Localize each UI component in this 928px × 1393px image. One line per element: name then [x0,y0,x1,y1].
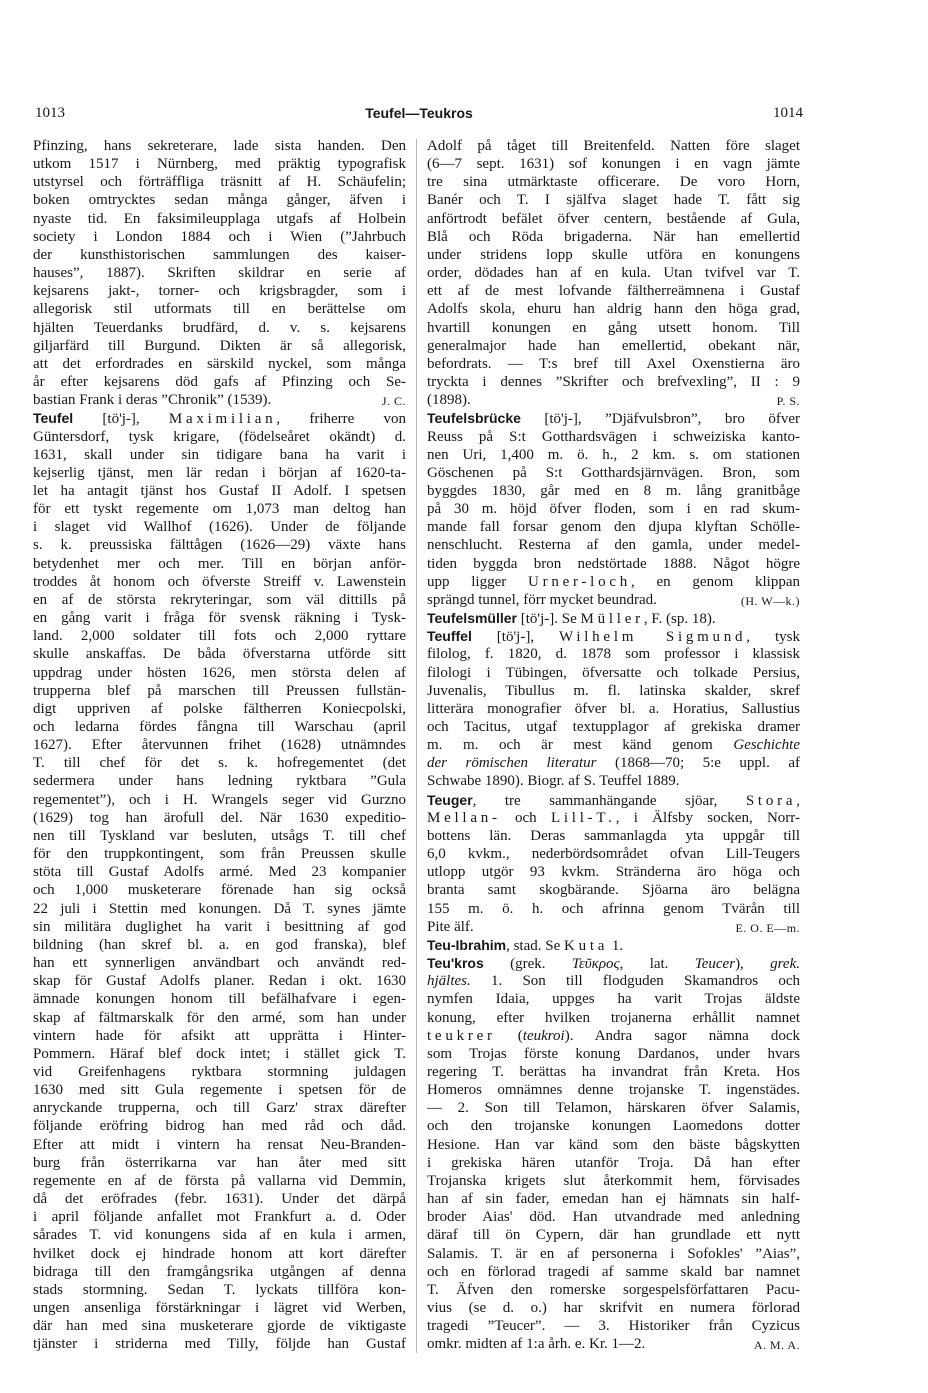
text-line [427,409,800,427]
text-segment: och [500,809,551,826]
text-line: ett af de mest lofvande fältherreämnena i Gustaf [427,283,800,300]
text-line: Hesione. Han var känd som den bäste bågskytten [427,1136,800,1153]
italic-text: Geschichte [733,737,800,754]
column-number-left: 1013 [35,105,65,121]
text-line [427,954,800,972]
text-line: då det eröfrades (febr. 1631). Under det därpå [33,1191,406,1208]
text-line: bottens län. Deras sammanlagda yta uppgår till [427,827,800,844]
text-line [33,391,406,409]
text-line [427,391,800,409]
author-signature: E. O. E—m. [735,920,800,935]
text-segment: (1868—70; 5:e uppl. af [596,755,800,772]
text-line: skulle anskaffas. De båda öfverstarna utförde sitt [33,646,406,663]
text-line [427,573,800,591]
text-segment: omkr. midten af 1:a årh. e. Kr. 1—2. [427,1336,646,1353]
author-signature: A. M. A. [753,1338,800,1353]
text-line: nen Uri, 1,400 m. ö. h., 2 km. s. om stationen [427,446,800,463]
spaced-name: Kuta [564,937,609,954]
text-line: och en förlorad tragedi af samme skald bar namnet [427,1263,800,1280]
headword: Teu-Ibrahim [427,936,507,953]
text-line: — 2. Son till Telamon, härskaren öfver Salamis, [427,1100,800,1117]
text-line: på 30 m. höjd öfver floden, som i en rad skum- [427,501,800,518]
running-title: Teufel—Teukros [365,105,473,121]
text-line: tre sina utmärktaste officerare. De voro Horn, [427,174,800,191]
text-segment: [tö'j-]. Se [517,611,581,628]
text-line: och Tacitus, utgaf textupplagor af grekiska dramer [427,719,800,735]
text-line: kejserlig tjänst, men lär redan i början af 1620-ta- [33,464,406,481]
text-segment: , tysk [746,629,800,646]
text-line: i april följande anfallet mot Frankfurt a. d. Oder [33,1209,406,1226]
text-line: society i London 1884 och i Wien (”Jahrbuch [33,228,406,245]
text-line: Adolf på tåget till Breitenfeld. Natten före slaget [427,138,800,154]
text-line: tryckta i dennes ”Skrifter och brefvexling”, II : 9 [427,374,800,391]
spaced-name: Mellan- [427,809,501,826]
text-line: broder Aias' död. Han utvandrade med anledning [427,1209,800,1226]
headword: Teuger [427,791,473,808]
text-line: ämnade konungen honom till befälhafvare i egen- [33,991,406,1008]
text-line: vid Greifenhagens ryktbara stormning juldagen [33,1063,406,1080]
spaced-name: Lill-T. [550,809,616,826]
text-line: i grekiska hären utanför Troja. Då han efter [427,1154,800,1171]
spaced-name: Wilhelm Sigmund [559,629,747,646]
text-segment: [tö'j-], ”Djäfvulsbron”, bro öfver [520,411,800,428]
text-line: Reuss på S:t Gotthardsvägen i schweiziska kanto- [427,428,800,445]
text-line [427,736,800,754]
text-line: stads stormning. Sedan T. lyckats tillföra kon- [33,1281,406,1298]
text-line: filolog, f. 1820, d. 1878 som professor i klassisk [427,646,800,663]
headword: Teuffel [427,628,472,645]
spaced-name: Maximilian [168,411,277,428]
text-segment: Pite älf. [427,918,474,935]
italic-text: Teucer [694,956,736,973]
text-line: för den truppkontingent, som från Preussen skulle [33,846,406,863]
text-segment: [tö'j-], [73,411,169,428]
text-line [427,609,800,627]
text-line [427,772,800,790]
text-segment: Schwabe 1890). Biogr. af S. Teuffel 1889. [427,773,680,790]
text-line: order, dödades han af en kula. Utan tvifvel var T. [427,265,800,282]
text-line: ungen ansenliga förstärkningar i lägret vid Werben, [33,1300,406,1316]
text-line: litterära monografier öfver bl. a. Horatius, Sallustius [427,700,800,717]
text-segment: m. m. och är mest känd genom [427,737,734,754]
text-line: digt uppriven af polske fältherren Koniecpolski, [33,700,406,717]
italic-text: der römischen literatur [427,755,597,772]
text-line [33,409,406,427]
text-line: filologi i Tübingen, öfversatte och tolkade Persius, [427,664,800,681]
text-line: nyaste tid. En faksimileupplaga utgafs af Holbein [33,210,406,227]
spaced-name: Müller [580,611,644,628]
text-line: allegorisk stil utformats till en berättelse om [33,301,406,318]
text-line: utkom 1517 i Nürnberg, med präktig typografisk [33,156,406,173]
italic-text: teukroi [522,1027,565,1044]
headword: Teu'kros [427,955,484,972]
text-line: hvartill konungen en gång utsett honom. Till [427,319,800,336]
text-segment: , tre sammanhängande sjöar, [472,792,746,809]
text-segment: (grek. [483,956,572,973]
text-segment: , i Älfsby socken, Norr- [615,809,800,826]
text-line: 155 m. ö. h. och afrinna genom Tvärån till [427,900,800,917]
text-segment: ). Andra sagor nämna dock [564,1027,800,1044]
text-line [427,1335,800,1353]
text-line: T. till chef för det s. k. hofregementet (det [33,755,406,772]
text-line: der kunsthistorischen sammlungen des kaiser- [33,246,406,263]
text-line: utlopp utgör 93 kvkm. Stränderna äro höga och [427,864,800,881]
text-segment: 1. [608,937,624,954]
text-line: Banér och T. I själfva slaget hade T. fått sig [427,192,800,209]
text-line: skap för Gustaf Adolfs planer. Redan i okt. 1630 [33,973,406,990]
text-line: han ett synnerligen användbart och användt red- [33,955,406,972]
column-number-right: 1014 [773,105,803,121]
text-line [427,791,800,809]
text-line: branta samt skogbärande. Sjöarna äro belägna [427,882,800,899]
text-line [427,591,800,609]
text-line: år efter kejsarens död gafs af Pfinzing och Se- [33,374,406,391]
text-line: stöta till Gustaf Adolfs armé. Med 23 kompanier [33,864,406,881]
text-line: (1629) tog han ärofull del. När 1630 expeditio- [33,809,406,826]
text-line: följande eröfring bidrog han med råd och dåd. [33,1118,406,1135]
text-line: och den trojanske konungen Laomedons dotter [427,1118,800,1135]
text-line: skap af fältmarskalk för den armé, som han under [33,1009,406,1026]
text-line: hvilket dock ej hindrade honom att kort därefter [33,1245,406,1262]
text-line: Pommern. Häraf blef dock intet; i stället gick T. [33,1045,406,1062]
text-segment: upp ligger [427,573,528,590]
text-line: som Trojas förste konung Dardanos, under hvars [427,1045,800,1062]
text-line: för ett tyskt regemente om 1,073 man deltog han [33,501,406,518]
text-line: 1631, skall under sin tidigare bana ha varit i [33,446,406,463]
text-line: giljarfärd till Burgund. Dikten är så allegorisk, [33,337,406,354]
text-line: nymfen Idaia, uppges ha varit Trojas äldste [427,991,800,1008]
text-segment: 1. Son till flodguden Skamandros och [470,973,800,990]
text-line: kejsarens jakt-, torner- och krigsbragder, som i [33,283,406,300]
text-line: land. 2,000 soldater till fots och 2,000 ryttare [33,628,406,645]
text-segment: sprängd tunnel, förr mycket beundrad. [427,591,657,608]
text-segment: , [796,792,800,809]
text-line: sårades T. vid konungens sida af en kula i armen, [33,1227,406,1244]
italic-text: Τεῦκρος [571,956,620,973]
page-header [33,104,805,123]
text-line [427,627,800,645]
text-line: regementet”), och i H. Wrangels seger vid Gurzno [33,791,406,808]
italic-text: grek. [770,956,800,973]
text-line [427,972,800,990]
text-line: utstyrsel och förträffliga träsnitt af H. Schäufelin; [33,174,406,191]
text-line [427,754,800,772]
text-line: s. k. preussiska fälttågen (1626—29) växte hans [33,537,406,554]
text-line: han af sin fader, emedan han ej hämnats sin half- [427,1191,800,1208]
text-line: nenschlucht. Resterna af den gamla, under medel- [427,537,800,554]
text-line: sedermera under hans ledning ryktbara ”Gula [33,773,406,790]
text-line: konung, efter hvilken trojanerna erhållit namnet [427,1009,800,1026]
text-line: anförtrodt befälet öfver centern, bestående af Gula, [427,210,800,227]
author-signature: (H. W—k.) [740,593,800,608]
text-line: sin militära duglighet ha varit i besittning af god [33,918,406,935]
text-segment: ( [495,1027,523,1044]
text-line: let ha antagit tjänst hos Gustaf II Adolf. I spetsen [33,482,406,499]
text-line: en gång varit i fråga för svensk räkning i Tysk- [33,610,406,627]
headword: Teufelsbrücke [427,410,521,427]
text-segment: , F. (sp. 18). [643,611,716,628]
text-line: där han med sina musketerare gjorde de viktigaste [33,1318,406,1335]
text-line: Göschenen på S:t Gotthardsjärnvägen. Bron, som [427,464,800,481]
headword: Teufel [33,410,74,427]
text-segment: , lat. [619,956,695,973]
text-line: hauses”, 1887). Skriften skildrar en serie af [33,265,406,282]
text-line: trupperna blef på marschen till Preussen fullstän- [33,682,406,699]
text-line: däraf till ön Cypern, där han grundlade ett nytt [427,1227,800,1244]
text-line: Trojanska krigets slut återkommit hem, förvisades [427,1172,800,1189]
text-line: Homeros omnämnes denne trojanske T. ingenstädes. [427,1082,800,1099]
text-line: befordrats. — T:s bref till Axel Oxenstierna äro [427,355,800,372]
text-line: byggdes 1830, går med en 8 m. lång granitbåge [427,482,800,499]
text-line: och 1,000 musketerare förenade han sig också [33,882,406,899]
text-line: vintern hade för afsikt att upprätta i Hinter- [33,1027,406,1044]
text-line: tragedi ”Teucer”. — 3. Historiker från Cyzicus [427,1318,800,1335]
text-line: 1630 med sitt Gula regemente i spetsen för de [33,1082,406,1099]
text-line [427,1027,800,1045]
text-line: regemente en af de första på vallarna vid Demmin, [33,1172,406,1189]
column-rule [416,139,417,1353]
text-line: troddes åt honom och öfverste Streiff v. Lawenstein [33,573,406,590]
author-signature: J. C. [381,394,406,409]
text-line: och ledarna fördes fångna till Warschau (april [33,719,406,735]
text-line: tjänster i striderna med Tilly, följde han Gustaf [33,1336,406,1353]
text-line: Güntersdorf, tysk krigare, (födelseåret okändt) d. [33,428,406,445]
text-line: anryckande trupperna, och till Garz' strax därefter [33,1100,406,1117]
right-text-column [427,137,800,1353]
text-segment: , stad. Se [506,937,564,954]
text-line: under stridens lopp skulle utföra en konungens [427,246,800,263]
text-line: (6—7 sept. 1631) sof konungen i en vagn jämte [427,156,800,173]
text-segment: , friherre von [276,411,406,428]
text-segment: [tö'j-], [471,629,560,646]
text-line: 1627). Efter återvunnen frihet (1628) utnämndes [33,737,406,754]
text-line: tiden byggda bron nedstörtade 1888. Något högre [427,555,800,572]
text-line: hjälten Teuerdanks brudfärd, d. v. s. kejsarens [33,319,406,336]
text-line: Pfinzing, hans sekreterare, lade sista handen. Den [33,138,406,154]
text-line: T. Äfven den romerske sorgespelsförfattaren Pacu- [427,1281,800,1298]
text-line: betydenhet mer och mer. Till en början anför- [33,555,406,572]
left-text-column [33,137,406,1353]
spaced-name: Urner-loch [528,573,632,590]
text-line [427,918,800,936]
text-line: Adolfs skola, ehuru han aldrig hann den höga grad, [427,301,800,318]
text-line: bidraga till den framgångsrika utgången af denna [33,1263,406,1280]
text-line: 6,0 kvkm., nederbördsområdet ofvan Lill-Teugers [427,846,800,863]
headword: Teufelsmüller [427,610,517,627]
text-line: nen till Tyskland var besluten, utsågs T. till chef [33,827,406,844]
italic-text: hjältes. [427,973,471,990]
text-line: Efter att midt i vintern ha rensat Neu-Branden- [33,1136,406,1153]
text-segment: , en genom klippan [631,573,800,590]
text-line: Salamis. T. är en af personerna i Sofokles' ”Aias”, [427,1245,800,1262]
text-segment: (1898). [427,392,471,409]
author-signature: P. S. [776,394,800,409]
text-line: boken omtrycktes sedan många gånger, äfven i [33,192,406,209]
text-segment: ), [735,956,771,973]
text-line: i slaget vid Wallhof (1626). Under de följande [33,519,406,536]
text-line: mande fall forsar genom den djupa klyftan Schölle- [427,519,800,536]
text-line: Juvenalis, Tibullus m. fl. latinska skalder, skref [427,682,800,699]
text-line: uppdrag under hösten 1626, men största delen af [33,664,406,681]
text-line: burg från österrikarna var han åter med sitt [33,1154,406,1171]
text-line: en af de största rekryteringar, som väl dittills på [33,591,406,608]
text-line [427,809,800,827]
text-line: bildning (han skref bl. a. en god franska), blef [33,936,406,953]
text-line: att det erfordrades en särskild nyckel, som många [33,355,406,372]
text-line: Blå och Röda brigaderna. När han emellertid [427,228,800,245]
text-line: generalmajor hade han emellertid, obekant när, [427,337,800,354]
spaced-name: teukrer [427,1027,496,1044]
text-line: vius (se d. o.) har skrifvit en numera förlorad [427,1300,800,1316]
text-line: regering T. berättas ha invandrat från Kreta. Hos [427,1063,800,1080]
text-line [427,936,800,954]
text-segment: bastian Frank i deras ”Chronik” (1539). [33,392,272,409]
spaced-name: Stora [745,792,797,809]
text-line: 22 juli i Stettin med konungen. Då T. synes jämte [33,900,406,917]
